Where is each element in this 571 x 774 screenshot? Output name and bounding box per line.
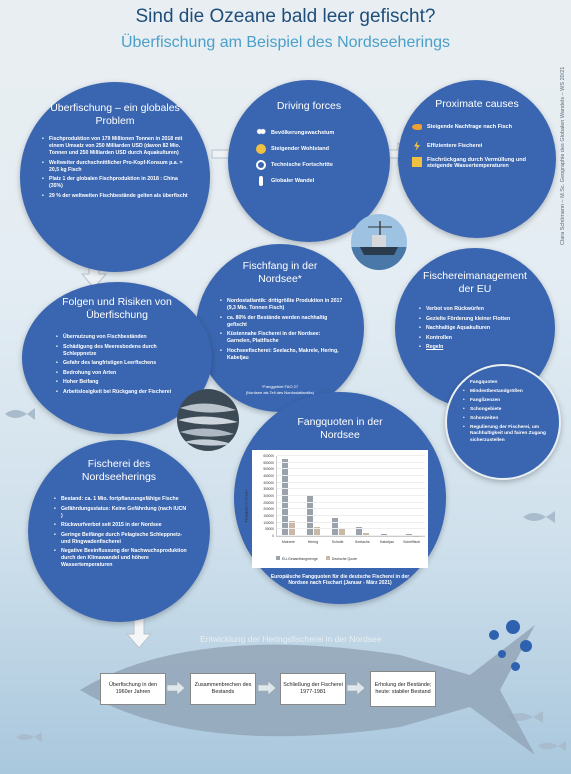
gridline (277, 482, 425, 483)
eu-item: • Verbot von Rückwürfen (419, 306, 537, 313)
gridline (277, 502, 425, 503)
timeline-step: Überfischung in den 1960er Jahren (100, 673, 166, 705)
poster-title: Sind die Ozeane bald leer gefischt? (135, 6, 436, 27)
flash-icon (412, 141, 422, 151)
risks-item: • Hoher Beifang (56, 379, 186, 386)
herring-item: • Bestand: ca. 1 Mio. fortpflanzungsfähige Fische (54, 496, 188, 503)
y-tick-label: 250000 (263, 500, 274, 505)
legend-item-de: Deutsche Quote (326, 556, 357, 561)
arrow-right-icon (257, 680, 277, 696)
proximate-causes-circle (398, 80, 556, 238)
bar-eu (282, 459, 288, 536)
x-tick-label: Makrele (281, 540, 295, 544)
quota-caption: Europäische Fangquoten für die deutsche Fischerei in der Nordsee nach Fischart (Januar - März 2021) (270, 574, 410, 586)
bubble-decoration (506, 620, 520, 634)
risks-item: • Gefahr des langfristigen Leerfischens (56, 360, 186, 367)
gridline (277, 535, 425, 536)
gridline (277, 462, 425, 463)
timeline-step: Erholung der Bestände; heute: stabiler Bestand (370, 671, 436, 707)
herring-heading: Fischerei des Nordseeherings (81, 458, 157, 484)
herring-item: • Negative Beeinflussung der Nachwuchsproduktion durch den Klimawandel und höhere Wassertemperaturen (54, 548, 188, 569)
eu-item: • Kontrollen (419, 335, 537, 342)
fish-icon (536, 738, 568, 754)
legend-item-eu: EU-Gesamtfangmenge (276, 556, 318, 561)
herring-image (176, 388, 240, 452)
herring-item: • Geringe Beifänge durch Pelagische Schleppnetz- und Ringwadenfischerei (54, 532, 188, 546)
chart-legend (276, 556, 357, 561)
x-tick-label: Scholle (331, 540, 344, 544)
proximate-item: Fischrückgang durch Vermüllung und steigende Wassertemperaturen (427, 157, 527, 169)
timeline-heading: Entwicklung der Heringsfischerei in der Nordsee (200, 634, 382, 644)
gridline (277, 515, 425, 516)
rules-circle (445, 364, 561, 480)
y-tick-label: 450000 (263, 474, 274, 478)
global-item: • Fischproduktion von 179 Millionen Tonnen in 2018 mit einem Umsatz von 250 Milliarden USD (davon 82 Mio. Tonnen und 250 Milliarden USD durch Aquakulturen) (42, 136, 192, 157)
proximate-item: Effizientere Fischerei (427, 143, 483, 149)
y-tick-label: 300000 (263, 494, 274, 498)
rules-item: • Fanglizenzen (463, 398, 549, 404)
x-tick-label: Seelachs (354, 540, 370, 544)
y-tick-label: 550000 (263, 460, 274, 465)
driving-item: Technische Fortschritte (271, 162, 333, 168)
global-item: • 29 % der weltweiten Fischbestände gelten als überfischt (42, 193, 192, 200)
eu-heading: Fischereimanagement der EU (423, 270, 527, 296)
y-tick-label: 150000 (263, 514, 274, 518)
driving-item: Bevölkerungswachstum (271, 130, 335, 136)
gridline (277, 468, 425, 469)
global-problem-circle (20, 82, 210, 272)
fish-icon (3, 405, 37, 423)
gridline (277, 522, 425, 523)
herring-item: • Rückwurfverbot seit 2015 in der Nordsee (54, 522, 188, 529)
gridline (277, 495, 425, 496)
driving-forces-heading: Driving forces (276, 100, 342, 112)
y-tick-label: 200000 (263, 507, 274, 512)
y-tick-label: 0 (272, 534, 274, 538)
fish-icon (412, 124, 422, 130)
trash-icon (412, 157, 422, 167)
fish-icon (14, 730, 44, 744)
gridline (277, 475, 425, 476)
x-tick-label: Kabeljau (379, 540, 394, 544)
gear-icon (256, 160, 266, 170)
fish-icon (521, 508, 557, 526)
risks-heading: Folgen und Risiken von Überfischung (62, 296, 172, 322)
north-sea-circle (196, 244, 364, 412)
north-sea-footnote: *Fanggebiet FAO 27 (261, 384, 299, 389)
gridline (277, 528, 425, 529)
quota-circle (234, 392, 446, 604)
y-tick-label: 50000 (265, 527, 274, 532)
gridline (277, 508, 425, 509)
north-sea-item: • ca. 80% der Bestände werden nachhaltig gefischt (220, 315, 344, 329)
chart-plot (276, 456, 425, 537)
driving-item: Steigender Wohlstand (271, 146, 329, 152)
eu-item: • Gezielte Förderung kleiner Flotten (419, 316, 537, 323)
poster-subtitle: Überfischung am Beispiel des Nordseeherings (120, 34, 451, 51)
proximate-item: Steigende Nachfrage nach Fisch (427, 124, 512, 130)
y-tick-label: 600000 (263, 454, 274, 458)
north-sea-footnote-2: (Nordsee als Teil des Nordostatlantiks) (245, 390, 315, 395)
population-icon (256, 128, 266, 138)
north-sea-heading: Fischfang in der Nordsee* (242, 260, 318, 286)
side-credit: Clara Schömann – M.Sc. Geographie des Globalen Wandels – WS 20/21 (560, 66, 566, 245)
eu-item: • Nachhaltige Aquakulturen (419, 325, 537, 332)
eu-item: • Regeln (419, 344, 537, 351)
herring-fishery-circle (28, 440, 210, 622)
arrow-right-icon (166, 680, 186, 696)
herring-item: • Gefährdungsstatus: Keine Gefährdung (nach IUCN ) (54, 506, 188, 520)
y-tick-label: 400000 (263, 480, 274, 485)
rules-item: • Fangquoten (463, 380, 549, 386)
y-tick-label: 350000 (263, 487, 274, 492)
global-item: • Weltweiter durchschnittlicher Pro-Kopf-Konsum p.a. = 20,5 kg Fisch (42, 160, 192, 174)
x-tick-label: Hering (307, 540, 319, 544)
proximate-heading: Proximate causes (435, 98, 519, 110)
timeline-step: Schließung der Fischerei 1977-1981 (280, 673, 346, 705)
rules-item: • Schonzeiten (463, 416, 549, 422)
y-tick-label: 100000 (263, 520, 274, 525)
rules-item: • Mindestbestandgrößen (463, 389, 549, 395)
rules-item: • Regulierung der Fischerei, um Nachhaltigkeit und fairen Zugang sicherzustellen (463, 425, 549, 444)
north-sea-item: • Hochseefischerei: Seelachs, Makrele, Hering, Kabeljau (220, 348, 344, 362)
north-sea-item: • Küstennahe Fischerei in der Nordsee: Garnelen, Plattfische (220, 331, 344, 345)
bubble-decoration (511, 662, 520, 671)
arrow-right-icon (346, 680, 366, 696)
risks-item: • Arbeitslosigkeit bei Rückgang der Fischerei (56, 389, 186, 396)
rules-item: • Schongebiete (463, 407, 549, 413)
gridline (277, 488, 425, 489)
x-tick-label: Schellfisch (403, 540, 421, 544)
bubble-decoration (498, 650, 506, 658)
quota-heading: Fangquoten in der Nordsee (297, 416, 383, 442)
risks-item: • Übernutzung von Fischbeständen (56, 334, 186, 341)
bubble-decoration (520, 640, 532, 652)
bubble-decoration (489, 630, 499, 640)
global-problem-heading: Überfischung – ein globales Problem (50, 102, 180, 128)
north-sea-item: • Nordostatlantik: drittgrößte Produktion in 2017 (9,3 Mio. Tonnen Fisch) (220, 298, 344, 312)
quota-chart-panel (244, 450, 428, 568)
risks-item: • Bedrohung von Arten (56, 370, 186, 377)
driving-item: Globaler Wandel (271, 178, 315, 184)
money-icon (256, 144, 266, 154)
thermometer-icon (259, 176, 263, 186)
chart-y-axis-label: Fangquote in Tonnen (244, 489, 249, 523)
timeline-step: Zusammenbrechen des Bestands (190, 673, 256, 705)
gridline (277, 455, 425, 456)
risks-item: • Schädigung des Meeresbodens durch Schleppnetze (56, 344, 186, 358)
y-tick-label: 500000 (263, 467, 274, 472)
global-item: • Platz 1 der globalen Fischproduktion in 2018 : China (35%) (42, 176, 192, 190)
